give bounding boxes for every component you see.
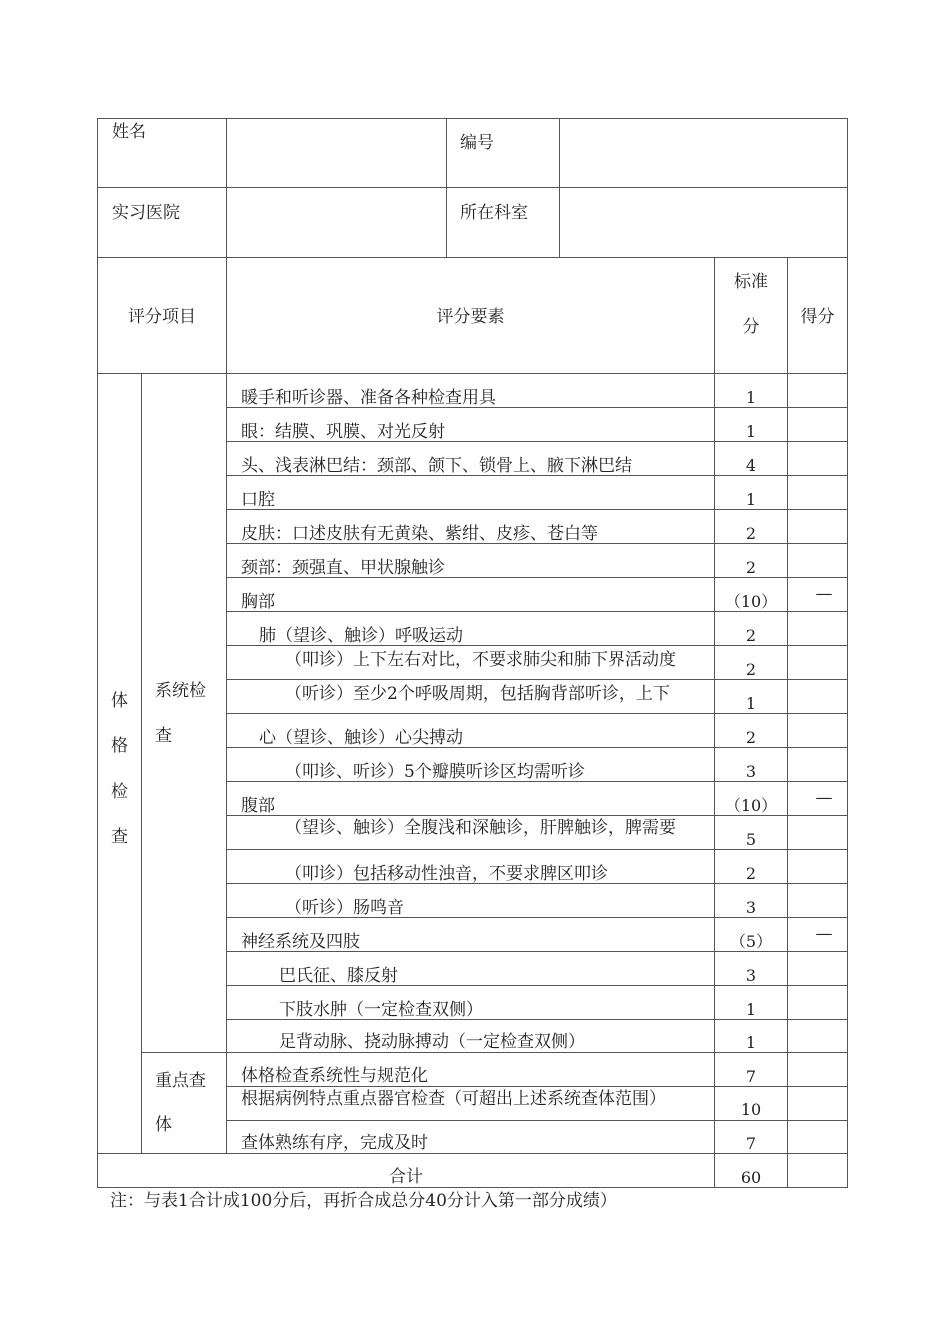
table-row-score[interactable]: — xyxy=(815,584,833,604)
footnote: 注：与表1合计成100分后，再折合成总分40分计入第一部分成绩） xyxy=(110,1191,617,1211)
table-row-text: 下肢水肿（一定检查双侧） xyxy=(279,1000,483,1020)
table-row-text: 头、浅表淋巴结：颈部、颌下、锁骨上、腋下淋巴结 xyxy=(241,456,632,476)
table-row-score[interactable]: — xyxy=(815,924,833,944)
table-row-standard: 2 xyxy=(745,524,757,543)
table-row-section-title: 胸部 xyxy=(241,592,275,612)
total-label: 合计 xyxy=(389,1167,423,1187)
table-row-standard: 7 xyxy=(745,1134,757,1153)
table-row-text: 口腔 xyxy=(241,490,275,510)
table-row-text: 查体熟练有序，完成及时 xyxy=(241,1133,428,1153)
table-row-standard: 5 xyxy=(745,830,757,849)
total-value: 60 xyxy=(740,1168,762,1187)
table-row-standard: 4 xyxy=(745,456,757,475)
column-header-elements: 评分要素 xyxy=(436,307,505,327)
table-row-standard: 1 xyxy=(745,388,757,407)
table-row-text: 根据病例特点重点器官检查（可超出上述系统查体范围） xyxy=(241,1089,666,1109)
column-divider xyxy=(559,118,560,258)
table-border-right xyxy=(847,118,848,1188)
table-border-top xyxy=(97,118,848,119)
table-row-standard: 1 xyxy=(745,694,757,713)
table-row-standard: 3 xyxy=(745,966,757,985)
table-row-standard: 2 xyxy=(745,558,757,577)
table-row-standard: （5） xyxy=(729,932,773,951)
column-header-standard: 标准 xyxy=(734,272,768,292)
table-row-text xyxy=(241,650,711,679)
table-row-standard: 2 xyxy=(745,660,757,679)
table-row-text: 暖手和听诊器、准备各种检查用具 xyxy=(241,388,496,408)
group-label-char: 格 xyxy=(111,736,128,756)
column-divider xyxy=(141,373,142,1154)
table-row-text-line: （听诊）至少2个呼吸周期，包括胸背部听诊，上下 xyxy=(285,684,670,704)
id-label: 编号 xyxy=(460,133,494,153)
name-label: 姓名 xyxy=(112,122,146,142)
table-row-text-line: （叩诊）上下左右对比，不要求肺尖和肺下界活动度 xyxy=(285,650,676,670)
table-row-score[interactable]: — xyxy=(815,788,833,808)
column-divider xyxy=(226,118,227,374)
subgroup-label-focus: 体 xyxy=(155,1115,172,1135)
table-row-text: 巴氏征、膝反射 xyxy=(279,966,398,986)
table-row-text-line: （望诊、触诊）全腹浅和深触诊，肝脾触诊，脾需要 xyxy=(285,818,676,838)
hospital-label: 实习医院 xyxy=(112,203,180,223)
table-row-text: （叩诊、听诊）5个瓣膜听诊区均需听诊 xyxy=(285,762,585,782)
table-row-text: （听诊）肠鸣音 xyxy=(285,898,404,918)
table-row-standard: 7 xyxy=(745,1067,757,1086)
table-row-text: （叩诊）包括移动性浊音，不要求脾区叩诊 xyxy=(285,864,608,884)
table-row-standard: 3 xyxy=(745,762,757,781)
row-divider xyxy=(97,257,848,258)
table-row-text xyxy=(241,818,707,849)
table-row-text: 眼：结膜、巩膜、对光反射 xyxy=(241,422,445,442)
row-divider xyxy=(97,187,848,188)
column-divider xyxy=(226,373,227,1154)
group-label-char: 查 xyxy=(111,827,128,847)
department-label: 所在科室 xyxy=(460,203,528,223)
table-row-standard: 1 xyxy=(745,490,757,509)
table-row-standard: 2 xyxy=(745,626,757,645)
row-divider xyxy=(226,1120,848,1121)
column-divider xyxy=(787,257,788,1188)
table-row-standard: 10 xyxy=(740,1100,762,1119)
table-row-text: 皮肤：口述皮肤有无黄染、紫绀、皮疹、苍白等 xyxy=(241,524,598,544)
row-divider xyxy=(97,373,848,374)
subgroup-label-system: 查 xyxy=(155,726,172,746)
group-label-char: 检 xyxy=(111,782,128,802)
table-row-standard: 1 xyxy=(745,1033,757,1052)
table-row-standard: 1 xyxy=(745,1000,757,1019)
table-row-text xyxy=(241,684,698,713)
table-row-standard: 3 xyxy=(745,898,757,917)
table-row-standard: 2 xyxy=(745,728,757,747)
table-row-section-title: 神经系统及四肢 xyxy=(241,932,360,952)
table-row-standard: 1 xyxy=(745,422,757,441)
column-header-item: 评分项目 xyxy=(128,307,196,327)
table-row-text: 颈部：颈强直、甲状腺触诊 xyxy=(241,558,445,578)
subgroup-label-focus: 重点查 xyxy=(155,1071,206,1091)
table-row-standard: （10） xyxy=(724,796,778,815)
table-row-standard: 2 xyxy=(745,864,757,883)
table-row-section-title: 腹部 xyxy=(241,796,275,816)
table-row-text: 心（望诊、触诊）心尖搏动 xyxy=(259,728,463,748)
table-border-left xyxy=(97,118,98,1188)
column-header-score: 得分 xyxy=(800,307,835,327)
column-divider xyxy=(446,118,447,258)
subgroup-label-system: 系统检 xyxy=(155,681,206,701)
table-row-text: 肺（望诊、触诊）呼吸运动 xyxy=(259,626,463,646)
table-row-text: 体格检查系统性与规范化 xyxy=(241,1066,428,1086)
group-label-char: 体 xyxy=(111,691,128,711)
table-row-standard: （10） xyxy=(724,592,778,611)
column-header-standard-unit: 分 xyxy=(742,317,760,337)
table-row-text: 足背动脉、挠动脉搏动（一定检查双侧） xyxy=(279,1032,585,1052)
